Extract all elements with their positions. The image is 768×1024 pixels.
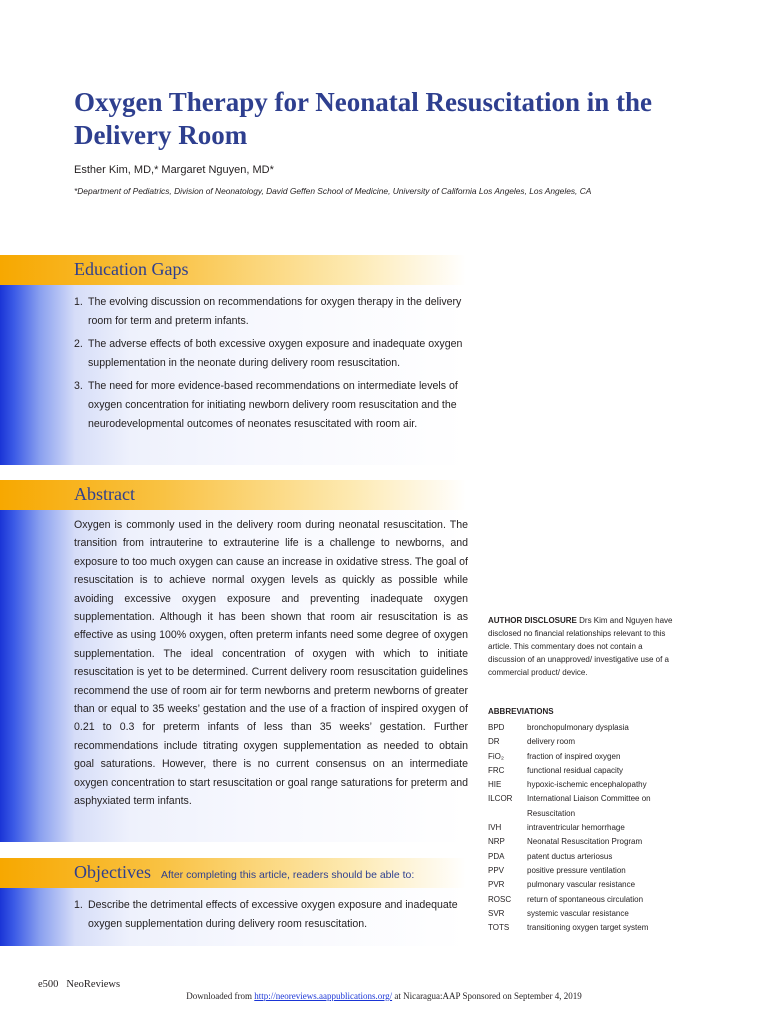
objectives-title: Objectives (74, 862, 151, 882)
objectives-header (0, 858, 466, 888)
abbreviation-code: HIE (488, 780, 502, 790)
author-disclosure (488, 614, 680, 679)
abbreviation-code: PVR (488, 880, 505, 890)
article-title: Oxygen Therapy for Neonatal Resuscitation in the Delivery Room (74, 87, 653, 150)
abbreviation-row (488, 907, 688, 921)
abbreviation-definition: patent ductus arteriosus (527, 851, 613, 861)
abbreviation-definition: return of spontaneous circulation (527, 894, 644, 904)
abbreviation-definition: functional residual capacity (527, 765, 624, 775)
item-number: 2. (74, 338, 83, 350)
item-text: The need for more evidence-based recommendations on intermediate levels of oxygen concentration for initiating newborn delivery room resuscitation and the neurodevelopmental outcomes of neonates resuscitated with room air. (88, 380, 458, 430)
objectives-subheading: After completing this article, readers should be able to: (160, 869, 415, 881)
abbreviation-code: PPV (488, 865, 505, 875)
abbreviation-row (488, 850, 688, 864)
download-notice (0, 991, 768, 1001)
item-number: 3. (74, 380, 83, 392)
abbreviation-definition: transitioning oxygen target system (527, 923, 649, 933)
abbreviations-list (488, 721, 688, 935)
abbreviation-row (488, 778, 688, 792)
abbreviation-definition: intraventricular hemorrhage (527, 823, 625, 833)
abbreviation-row (488, 764, 688, 778)
abbreviation-definition: pulmonary vascular resistance (527, 880, 636, 890)
abbreviation-code: PDA (488, 851, 505, 861)
abstract-text: Oxygen is commonly used in the delivery room during neonatal resuscitation. The transition from intrauterine to extrauterine life is a challenge to newborns, and exposure to too much oxygen can cause an increase in oxidative stress. The goal of resuscitation is to achieve normal oxygen levels as quickly as possible while avoiding excessive oxygen exposure and preventing inadequate oxygen supplementation. Although it has been shown that room air resuscitation is as effective as using 100% oxygen, often preterm infants need some degree of oxygen supplementation. The ideal concentration of oxygen with which to initiate resuscitation is yet to be determined. Current delivery room resuscitation guidelines recommend the use of room air for term newborns and preterm newborns of greater than or equal to 35 weeks’ gestation and the use of a fraction of inspired oxygen of 0.21 to 0.3 for preterm infants of less than 35 weeks’ gestation. Further recommendations include titrating oxygen supplementation as needed to obtain goal saturations. However, there is no current consensus on an intermediate oxygen concentration to start resuscitation or goal range saturations for preterm and asphyxiated term infants. (74, 519, 468, 808)
abbreviation-row (488, 893, 688, 907)
abbreviation-row (488, 878, 688, 892)
abbreviation-definition: positive pressure ventilation (527, 865, 626, 875)
abbreviation-code: SVR (488, 908, 505, 918)
education-gaps-heading: Education Gaps (74, 259, 189, 279)
item-text: The adverse effects of both excessive oxygen exposure and inadequate oxygen supplementation in the neonate during delivery room resuscitation. (88, 338, 463, 369)
item-number: 1. (74, 296, 83, 308)
item-text: The evolving discussion on recommendations for oxygen therapy in the delivery room for term and preterm infants. (88, 296, 462, 327)
abbreviation-code: FiO₂ (488, 751, 504, 761)
abstract-heading: Abstract (74, 484, 135, 504)
author-list: Esther Kim, MD,* Margaret Nguyen, MD* (74, 164, 274, 176)
abbreviation-definition: fraction of inspired oxygen (527, 751, 621, 761)
item-text: Describe the detrimental effects of excessive oxygen exposure and inadequate oxygen supplementation during delivery room resuscitation. (88, 899, 458, 930)
abbreviation-definition: systemic vascular resistance (527, 908, 629, 918)
abbreviation-code: TOTS (488, 923, 510, 933)
abbreviation-code: BPD (488, 723, 505, 732)
objectives-heading (74, 862, 414, 883)
page-footer (38, 979, 120, 990)
journal-name: NeoReviews (66, 979, 121, 990)
abbreviation-code: NRP (488, 837, 505, 847)
abbreviation-code: DR (488, 737, 500, 747)
page-number: e500 (38, 979, 59, 990)
objectives-list (74, 896, 468, 938)
abbreviation-row (488, 835, 688, 849)
download-suffix: at Nicaragua:AAP Sponsored on September 4, 2019 (394, 991, 582, 1001)
abbreviation-definition: hypoxic-ischemic encephalopathy (527, 780, 647, 790)
abbreviation-definition: bronchopulmonary dysplasia (527, 723, 629, 732)
abbreviation-row (488, 750, 688, 764)
disclosure-text: Drs Kim and Nguyen have disclosed no financial relationships relevant to this article. This commentary does not contain a discussion of an unapproved/ investigative use of a commercial product/ device. (488, 616, 673, 677)
abbreviation-code: IVH (488, 823, 502, 833)
download-prefix: Downloaded from (186, 991, 253, 1001)
disclosure-heading: AUTHOR DISCLOSURE (488, 616, 577, 625)
abbreviation-code: FRC (488, 765, 505, 775)
education-gaps-list (74, 293, 468, 438)
author-affiliation: *Department of Pediatrics, Division of Neonatology, David Geffen School of Medicine, University of California Los Angeles, Los Angeles, CA (74, 186, 592, 196)
abbreviation-code: ILCOR (488, 794, 513, 804)
abbreviation-row (488, 792, 688, 821)
list-item (74, 293, 468, 331)
abstract-header (0, 480, 466, 510)
abbreviation-definition: delivery room (527, 737, 576, 747)
abbreviation-definition: Neonatal Resuscitation Program (527, 837, 643, 847)
list-item (74, 335, 468, 373)
abbreviation-row (488, 735, 688, 749)
list-item (74, 377, 468, 434)
abbreviations-heading: ABBREVIATIONS (488, 707, 554, 716)
download-link[interactable]: http://neoreviews.aappublications.org/ (254, 991, 393, 1001)
abbreviation-row (488, 721, 688, 735)
education-gaps-header (0, 255, 466, 285)
abbreviation-definition: International Liaison Committee on Resuscitation (527, 794, 651, 818)
list-item (74, 896, 468, 934)
abbreviation-row (488, 864, 688, 878)
abbreviation-row (488, 921, 688, 935)
abbreviation-code: ROSC (488, 894, 512, 904)
item-number: 1. (74, 899, 83, 911)
abbreviation-row (488, 821, 688, 835)
